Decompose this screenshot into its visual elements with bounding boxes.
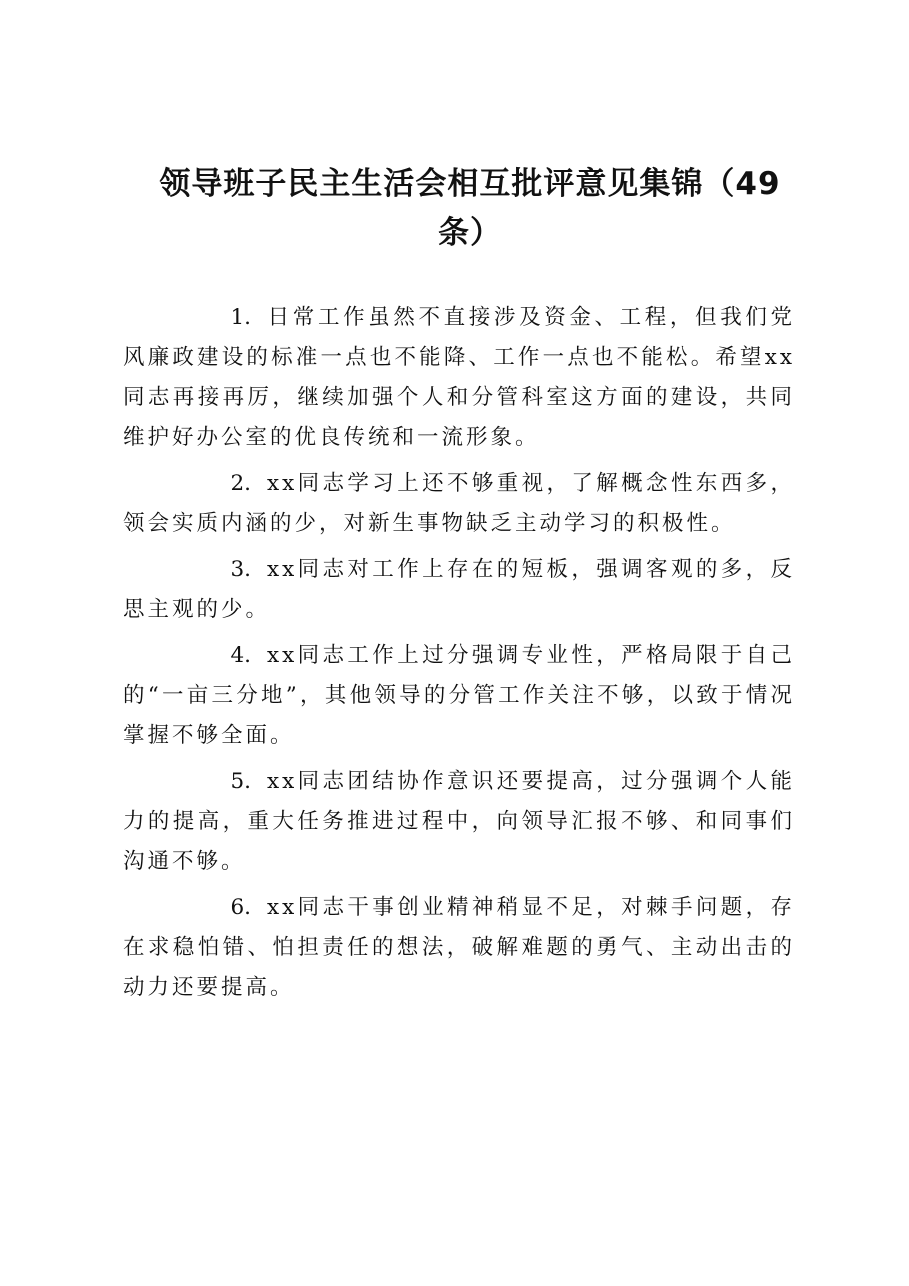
- item-number: 3.: [230, 557, 252, 582]
- item-number: 4.: [230, 643, 252, 668]
- item-number: 1.: [230, 305, 252, 330]
- item-text: xx同志工作上过分强调专业性，严格局限于自己的“一亩三分地”，其他领导的分管工作关注不够，以致于情况掌握不够全面。: [123, 643, 795, 748]
- item-text: xx同志学习上还不够重视，了解概念性东西多，领会实质内涵的少，对新生事物缺乏主动学习的积极性。: [123, 471, 795, 536]
- item-number: 2.: [230, 471, 252, 496]
- item-text: xx同志对工作上存在的短板，强调客观的多，反思主观的少。: [123, 557, 795, 622]
- document-title: 领导班子民主生活会相互批评意见集锦（49条）: [159, 166, 781, 251]
- list-item: [123, 636, 795, 756]
- item-text: xx同志干事创业精神稍显不足，对棘手问题，存在求稳怕错、怕担责任的想法，破解难题的勇气、主动出击的动力还要提高。: [123, 895, 795, 1000]
- list-item: [123, 888, 795, 1008]
- item-number: 6.: [230, 895, 252, 920]
- item-number: 5.: [230, 769, 252, 794]
- item-text: xx同志团结协作意识还要提高，过分强调个人能力的提高，重大任务推进过程中，向领导汇报不够、和同事们沟通不够。: [123, 769, 795, 874]
- item-text: 日常工作虽然不直接涉及资金、工程，但我们党风廉政建设的标准一点也不能降、工作一点也不能松。希望xx同志再接再厉，继续加强个人和分管科室这方面的建设，共同维护好办公室的优良传统和一流形象。: [123, 305, 795, 450]
- list-item: [123, 298, 795, 458]
- list-item: [123, 464, 795, 544]
- list-item: [123, 762, 795, 882]
- list-item: [123, 550, 795, 630]
- document-body: [123, 298, 795, 1014]
